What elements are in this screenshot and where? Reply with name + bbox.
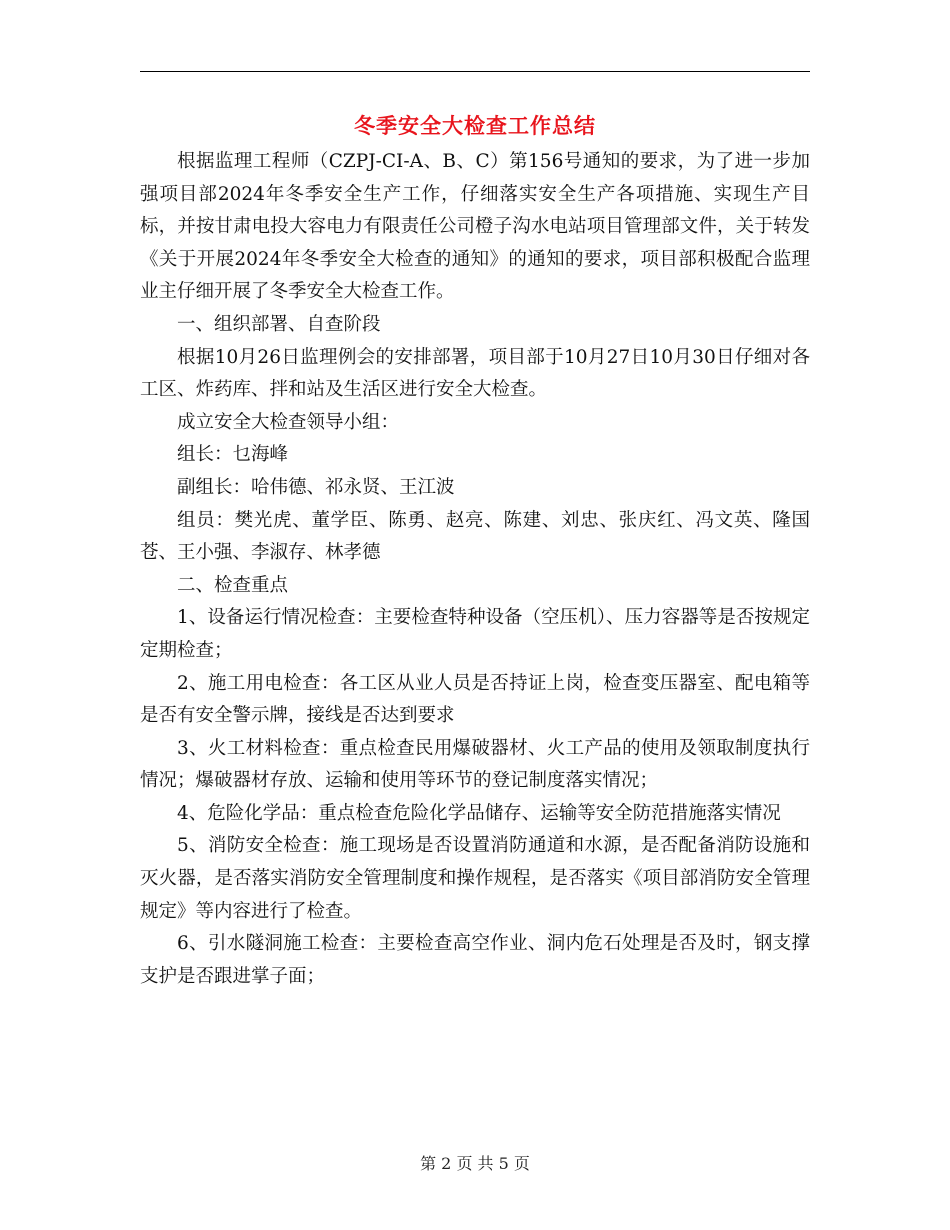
paragraph-schedule: 根据10月26日监理例会的安排部署，项目部于10月27日10月30日仔细对各工区、炸药库、拌和站及生活区进行安全大检查。: [140, 346, 810, 401]
paragraph-leadership-group: 成立安全大检查领导小组：: [177, 411, 400, 433]
paragraph-deputy-leaders: 副组长：哈伟德、祁永贤、王江波: [177, 476, 455, 498]
paragraph-group-leader: 组长：乜海峰: [177, 444, 289, 466]
section-heading-focus: 二、检查重点: [177, 574, 289, 596]
list-item-fire-safety: 5、消防安全检查：施工现场是否设置消防通道和水源，是否配备消防设施和灭火器，是否落实消防安全管理制度和操作规程，是否落实《项目部消防安全管理规定》等内容进行了检查。: [140, 835, 810, 922]
document-body: [140, 146, 810, 993]
list-item-tunnel: 6、引水隧洞施工检查：主要检查高空作业、洞内危石处理是否及时，钢支撑支护是否跟进掌子面；: [140, 933, 810, 987]
section-heading-organization: 一、组织部署、自查阶段: [177, 313, 381, 335]
paragraph-intro: 根据监理工程师（CZPJ-CI-A、B、C）第156号通知的要求，为了进一步加强项目部2024年冬季安全生产工作，仔细落实安全生产各项措施、实现生产目标，并按甘肃电投大容电力有限责任公司橙子沟水电站项目管理部文件，关于转发《关于开展2024年冬季安全大检查的通知》的通知的要求，项目部积极配合监理业主仔细开展了冬季安全大检查工作。: [140, 151, 810, 303]
page-number: 第 2 页 共 5 页: [420, 1154, 530, 1173]
header-rule: [140, 71, 810, 72]
document-title: 冬季安全大检查工作总结: [354, 114, 596, 138]
list-item-explosives: 3、火工材料检查：重点检查民用爆破器材、火工产品的使用及领取制度执行情况；爆破器材存放、运输和使用等环节的登记制度落实情况；: [140, 737, 810, 792]
list-item-equipment: 1、设备运行情况检查：主要检查特种设备（空压机）、压力容器等是否按规定定期检查；: [140, 607, 810, 661]
list-item-chemicals: 4、危险化学品：重点检查危险化学品储存、运输等安全防范措施落实情况: [177, 802, 781, 824]
paragraph-members: 组员：樊光虎、董学臣、陈勇、赵亮、陈建、刘忠、张庆红、冯文英、隆国苍、王小强、李淑存、林孝德: [140, 509, 810, 564]
list-item-electricity: 2、施工用电检查：各工区从业人员是否持证上岗，检查变压器室、配电箱等是否有安全警示牌，接线是否达到要求: [140, 672, 810, 727]
